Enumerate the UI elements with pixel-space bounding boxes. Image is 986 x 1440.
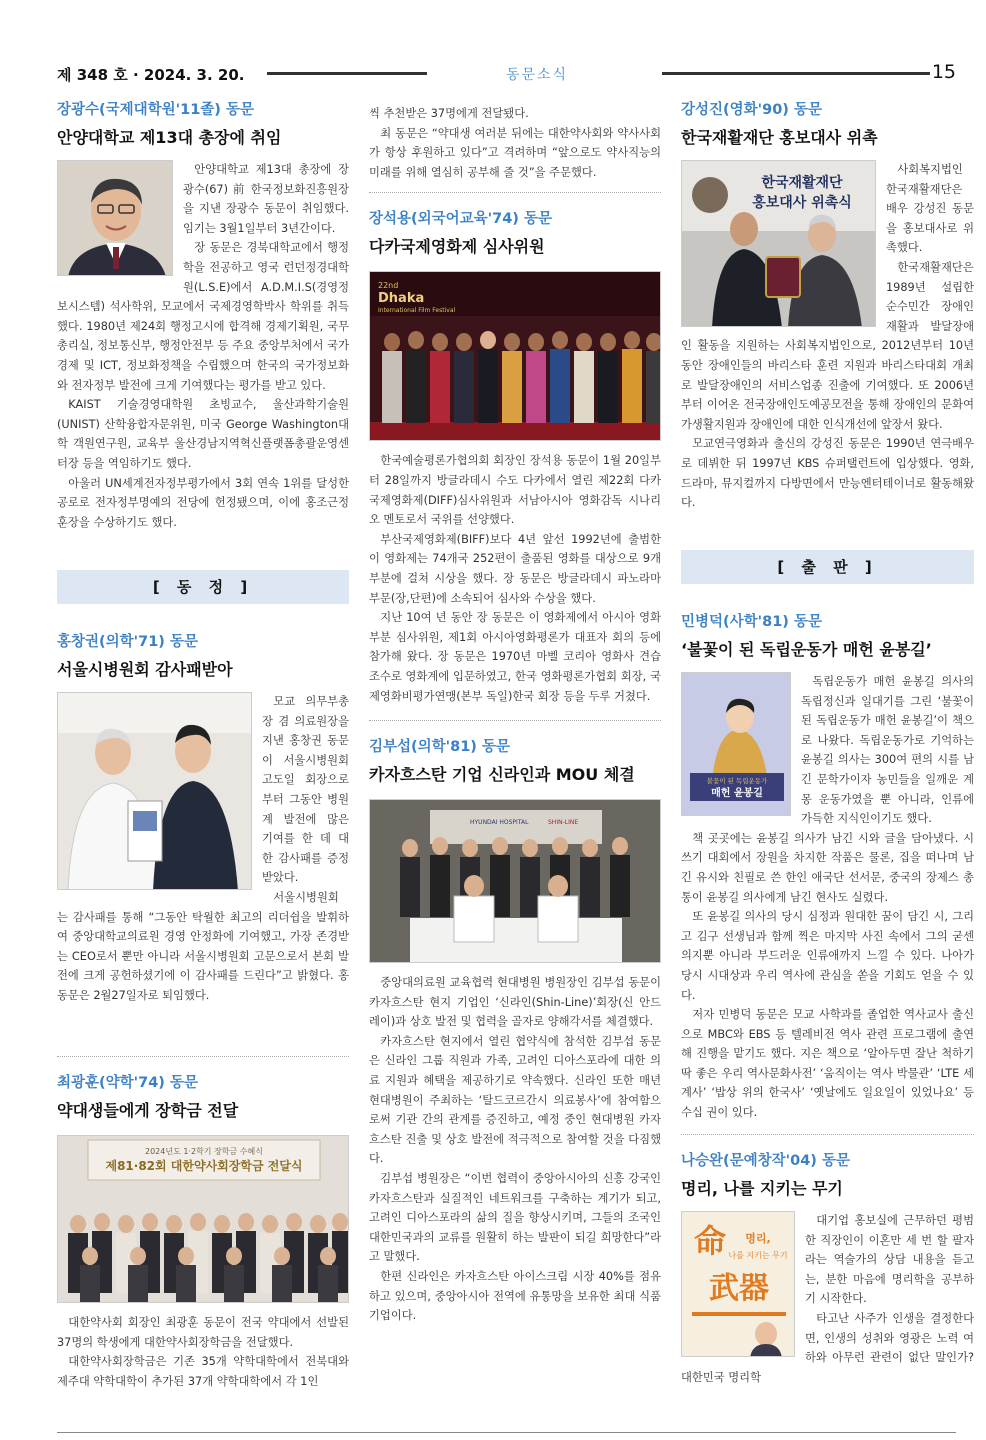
award-photo-icon	[58, 693, 252, 890]
article-byline: 민병덕(사학'81) 동문	[681, 614, 822, 630]
paragraph: 한편 신라인은 카자흐스탄 아이스크림 시장 40%를 점유하고 있으며, 중앙아시아 전역에 유통망을 보유한 최대 식품 기업이다.	[369, 1270, 661, 1323]
mou-photo-icon	[370, 800, 661, 963]
column-3	[681, 98, 974, 1423]
banner-line2: 홍보대사 위촉식	[752, 195, 852, 211]
banner-sub: International Film Festival	[378, 307, 456, 315]
paragraph: 대한약사회 회장인 최광훈 동문이 전국 약대에서 선발된 37명의 학생에게 대한약사회장학금을 전달했다.	[57, 1316, 349, 1349]
ambassador-photo	[681, 160, 876, 327]
scholarship-photo	[57, 1135, 349, 1303]
article-headline: 서울시병원회 감사패받아	[57, 660, 233, 679]
article-headline: ‘불꽃이 된 독립운동가 매헌 윤봉길’	[681, 640, 932, 659]
film-festival-photo	[369, 271, 661, 441]
paragraph: 저자 민병덕 동문은 모교 사학과를 졸업한 역사교사 출신으로 MBC와 EBS 등 텔레비전 역사 관련 프로그램에 출연해 진행을 맡기도 했다. 지은 책으로 ‘알아두면 잘난 척하기 딱 좋은 우리 역사문화사전’ ‘움직이는 역사 박물관’ ‘LTE 세계사’ ‘밥상 위의 한국사’ ‘옛날에도 일요일이 있었나요’ 등 수십 권이 있다.	[681, 1008, 974, 1118]
book-cover-myeongri-icon	[682, 1212, 795, 1357]
paragraph: 김부섭 병원장은 “이번 협력이 중앙아시아의 신흥 강국인 카자흐스탄과 실질적인 네트워크를 구축하는 계기가 되고, 고려인 디아스포라의 삶의 질을 향상시키며, 그들의 조국인 대한민국과의 교류를 원활히 하는 발판이 되길 희망한다”라고 말했다.	[369, 1172, 661, 1264]
book-cover-myeongri	[681, 1211, 795, 1357]
article-body	[681, 160, 974, 528]
article-headline: 카자흐스탄 기업 신라인과 MOU 체결	[369, 765, 635, 785]
header-rule-left	[267, 72, 427, 75]
paragraph: 카자흐스탄 현지에서 열린 협약식에 참석한 김부섭 동문은 신라인 그룹 직원과 가족, 고려인 디아스포라에 대한 의료 지원과 혜택을 제공하기로 약속했다. 신라인 또한 매년 현대병원이 주최하는 ‘탈드코르간시 의료봉사’에 참여함으로써 기관 간의 관계를 증진하고, 예정 중인 현대병원 카자흐스탄 진출 및 상호 발전에 적극적으로 참여할 것을 다짐했다.	[369, 1034, 661, 1166]
article-byline: 장석용(외국어교육'74) 동문	[369, 211, 552, 228]
page-number: 15	[931, 61, 956, 83]
book-mid2: 나를 지키는 무기	[728, 1251, 788, 1260]
paragraph: 또 윤봉길 의사의 당시 심정과 원대한 꿈이 담긴 시, 그리고 김구 선생님과 함께 찍은 마지막 사진 속에서 그의 굳센 의지뿐 아니라 부드러운 인류애까지 느낄 수 있다. 나아가 당시 시대상과 우리 역사에 관심을 쏟을 기회도 얻을 수 있다.	[681, 910, 974, 1002]
book-cover-yun	[681, 672, 791, 816]
bottom-rule	[57, 1432, 956, 1433]
article-byline: 김부섭(의학'81) 동문	[369, 739, 510, 756]
award-photo	[57, 692, 252, 890]
paragraph: 모교연극영화과 출신의 강성진 동문은 1990년 연극배우로 데뷔한 뒤 1997년 KBS 슈퍼탤런트에 입상했다. 영화, 드라마, 뮤지컬까지 다방면에서 만능엔터테이너로 활동해왔다.	[681, 437, 974, 510]
book-mid: 명리,	[745, 1232, 771, 1245]
article-headline: 명리, 나를 지키는 무기	[681, 1179, 843, 1198]
paragraph: KAIST 기술경영대학원 초빙교수, 울산과학기술원(UNIST) 산학융합자문위원, 미국 George Washington대학 객원연구원, 교육부 울산경남지역혁신플랫폼총괄운영센터장 등을 역임하기도 했다.	[57, 398, 349, 470]
article-body	[57, 1313, 349, 1391]
article-headline: 한국재활재단 홍보대사 위촉	[681, 128, 878, 147]
paragraph: 장 동문은 경북대학교에서 행정학을 전공하고 영국 런던정경대학원(L.S.E)에서 A.D.M.I.S(경영정보시스템) 석사학위, 모교에서 국제경영학박사 학위를 취득했다. 1980년 제24회 행정고시에 합격해 경제기획원, 국무총리실, 정보통신부, 행정안전부 등 주요 중앙부처에서 국가경제 및 ICT, 정보화정책을 수립했으며 한국의 국가정보화와 전자정부 발전에 크게 기여했다는 평가를 받고 있다.	[57, 241, 349, 392]
article-byline: 강성진(영화'90) 동문	[681, 102, 822, 118]
article-body	[681, 672, 974, 1118]
article-body	[369, 451, 661, 706]
article-byline: 나승완(문예창작'04) 동문	[681, 1153, 850, 1169]
header-rule-right	[662, 72, 930, 75]
divider	[369, 192, 661, 193]
divider	[57, 1056, 349, 1057]
book-sub: 불꽃이 된 독립운동가	[706, 777, 768, 785]
banner-small: 2024년도 1·2학기 장학금 수혜식	[145, 1147, 263, 1156]
portrait-photo	[57, 160, 173, 276]
banner-text: 제81·82회 대한약사회장학금 전달식	[105, 1159, 303, 1173]
paragraph: 대한약사회장학금은 기존 35개 약학대학에서 전북대와 제주대 약학대학이 추가된 37개 약학대학에서 각 1인	[57, 1355, 349, 1388]
portrait-icon	[58, 161, 173, 276]
paragraph: 아울러 UN세계전자정부평가에서 3회 연속 1위를 달성한 공로로 전자정부명예의 전당에 헌정됐으며, 이에 홍조근정훈장을 수상하기도 했다.	[57, 476, 349, 529]
article-byline: 홍창권(의학'71) 동문	[57, 634, 198, 650]
page-header	[57, 62, 956, 86]
paragraph: 부산국제영화제(BIFF)보다 4년 앞선 1992년에 출범한 이 영화제는 74개국 252편이 출품된 영화를 대상으로 9개 부분에 걸쳐 시상을 했다. 장 동문은 방글라데시 파노라마 부문(장,단편)에 소속되어 심사와 수상을 했다.	[369, 532, 661, 605]
column-2	[369, 104, 661, 1423]
article-headline: 안양대학교 제13대 총장에 취임	[57, 128, 282, 147]
banner-number: 22nd	[378, 281, 399, 291]
section-header-news: [ 동 정 ]	[57, 570, 349, 604]
divider	[369, 720, 661, 721]
article-headline: 약대생들에게 장학금 전달	[57, 1101, 239, 1120]
section-name: 동문소식	[505, 67, 569, 83]
section-header-publications: [ 출 판 ]	[681, 550, 974, 584]
paragraph: 사회복지법인 한국재활재단은 배우 강성진 동문을 홍보대사로 위촉했다.	[886, 163, 974, 255]
article-byline: 장광수(국제대학원'11졸) 동문	[57, 102, 254, 118]
paragraph: 안양대학교 제13대 총장에 장광수(67) 前 한국정보화진흥원장을 지낸 장광수 동문이 취임했다. 임기는 3월1일부터 3년간이다.	[183, 163, 349, 235]
article-body	[681, 1211, 974, 1387]
festival-photo-icon	[370, 272, 661, 441]
column-1	[57, 98, 349, 1423]
divider	[681, 1134, 974, 1135]
paragraph: 중앙대의료원 교육협력 현대병원 병원장인 김부섭 동문이 카자흐스탄 현지 기업인 ‘신라인(Shin-Line)’회장(신 안드레이)과 상호 발전 및 협력을 골자로 양해각서를 체결했다.	[369, 976, 661, 1029]
paragraph: 독립운동가 매헌 윤봉길 의사의 독립정신과 일대기를 그린 ‘불꽃이 된 독립운동가 매헌 윤봉길’이 책으로 나왔다. 독립운동가로 기억하는 윤봉길 의사는 300여 편의 시를 남긴 문학가이자 농민들을 일깨운 계몽 운동가였을 뿐 아니라, 인류에 가득한 지식인이기도 했다.	[801, 675, 974, 826]
banner-name: Dhaka	[378, 291, 425, 307]
paragraph: 지난 10여 년 동안 장 동문은 이 영화제에서 아시아 영화 부분 심사위원, 제1회 아시아영화평론가 대표자 회의 등에 참가해 왔다. 장 동문은 1970년 마벨 코리아 영화사 견습 조수로 영화계에 입문하였고, 한국 영화평론가협회 회장, 국제영화비평가연맹(본부 독일)한국 회장 등을 두루 거쳤다.	[369, 611, 661, 703]
book-char-bot: 武器	[709, 1271, 769, 1306]
paragraph: 서울시병원회는 감사패를 통해 “그동안 탁월한 최고의 리더쉽을 발휘하여 중앙대학교의료원 경영 안정화에 기여했고, 가장 존경받는 CEO로서 뿐만 아니라 서울시병원회 고문으로서 본회 발전에 크게 공헌하셨기에 이 감사패를 드린다”고 밝혔다. 홍 동문은 2월27일자로 퇴임했다.	[57, 890, 349, 1002]
sign-left: HYUNDAI HOSPITAL	[470, 819, 529, 827]
paragraph: 최 동문은 “약대생 여러분 뒤에는 대한약사회와 약사사회가 항상 후원하고 있다”고 격려하며 “앞으로도 약사직능의 미래를 위해 열심히 공부해 줄 것”을 주문했다.	[369, 126, 661, 179]
article-body	[369, 973, 661, 1326]
paragraph: 한국재활재단은 1989년 설립한 순수민간 장애인 재활과 발달장애인 활동을 지원하는 사회복지법인으로, 2012년부터 10년 동안 장애인들의 바리스타 훈련 지원과 바리스타대회 개최로 발달장애인의 서비스업종 진출에 기여했다. 또 2006년부터 이어온 전국장애인도예공모전을 통해 장애인의 문화여가생활지원과 장애인에 대한 인식개선에 앞장서 왔다.	[681, 260, 974, 431]
article-body	[57, 160, 349, 548]
paragraph: 책 곳곳에는 윤봉길 의사가 남긴 시와 글을 담아냈다. 시 쓰기 대회에서 장원을 차지한 작품은 물론, 집을 떠나며 남긴 유시와 친필로 쓴 한인 애국단 선서문, 중국의 장제스 총통이 윤봉길 의사에게 남긴 현사도 실렸다.	[681, 831, 974, 904]
sign-right: SHIN-LINE	[548, 819, 579, 827]
book-char-top: 命	[693, 1222, 727, 1260]
paragraph: 대기업 홍보실에 근무하던 평범한 직장인이 이혼만 세 번 할 팔자라는 역술가의 상담 내용을 듣고는, 분한 마음에 명리학을 공부하기 시작한다.	[805, 1214, 974, 1306]
article-byline: 최광훈(약학'74) 동문	[57, 1075, 198, 1091]
book-cover-yun-icon	[682, 673, 791, 816]
book-title: 매헌 윤봉길	[711, 788, 763, 799]
article-body	[57, 692, 349, 1040]
ambassador-photo-icon	[682, 161, 876, 327]
paragraph: 씩 추천받은 37명에게 전달됐다.	[369, 107, 529, 120]
mou-photo	[369, 799, 661, 963]
banner-line1: 한국재활재단	[761, 175, 843, 191]
paragraph: 한국예술평론가협의회 회장인 장석용 동문이 1월 20일부터 28일까지 방글라데시 수도 다카에서 열린 제22회 다카국제영화제(DIFF)심사위원과 서남아시아 영화감독 시나리오 멘토로서 국위를 선양했다.	[369, 454, 661, 527]
paragraph: 모교 의무부총장 겸 의료원장을 지낸 홍창권 동문이 서울시병원회 고도일 회장으로부터 그동안 병원계 발전에 많은 기여를 한 데 대한 감사패를 증정받았다.	[262, 695, 349, 885]
group-photo-icon	[58, 1136, 349, 1303]
issue-info: 제 348 호 · 2024. 3. 20.	[57, 66, 245, 84]
article-body-continued	[369, 104, 661, 182]
paragraph: 타고난 사주가 인생을 결정한다면, 인생의 성취와 영광은 노력 여하와 아무런 관련이 없단 말인가? 대한민국 명리학	[681, 1311, 974, 1384]
article-headline: 다카국제영화제 심사위원	[369, 237, 545, 257]
